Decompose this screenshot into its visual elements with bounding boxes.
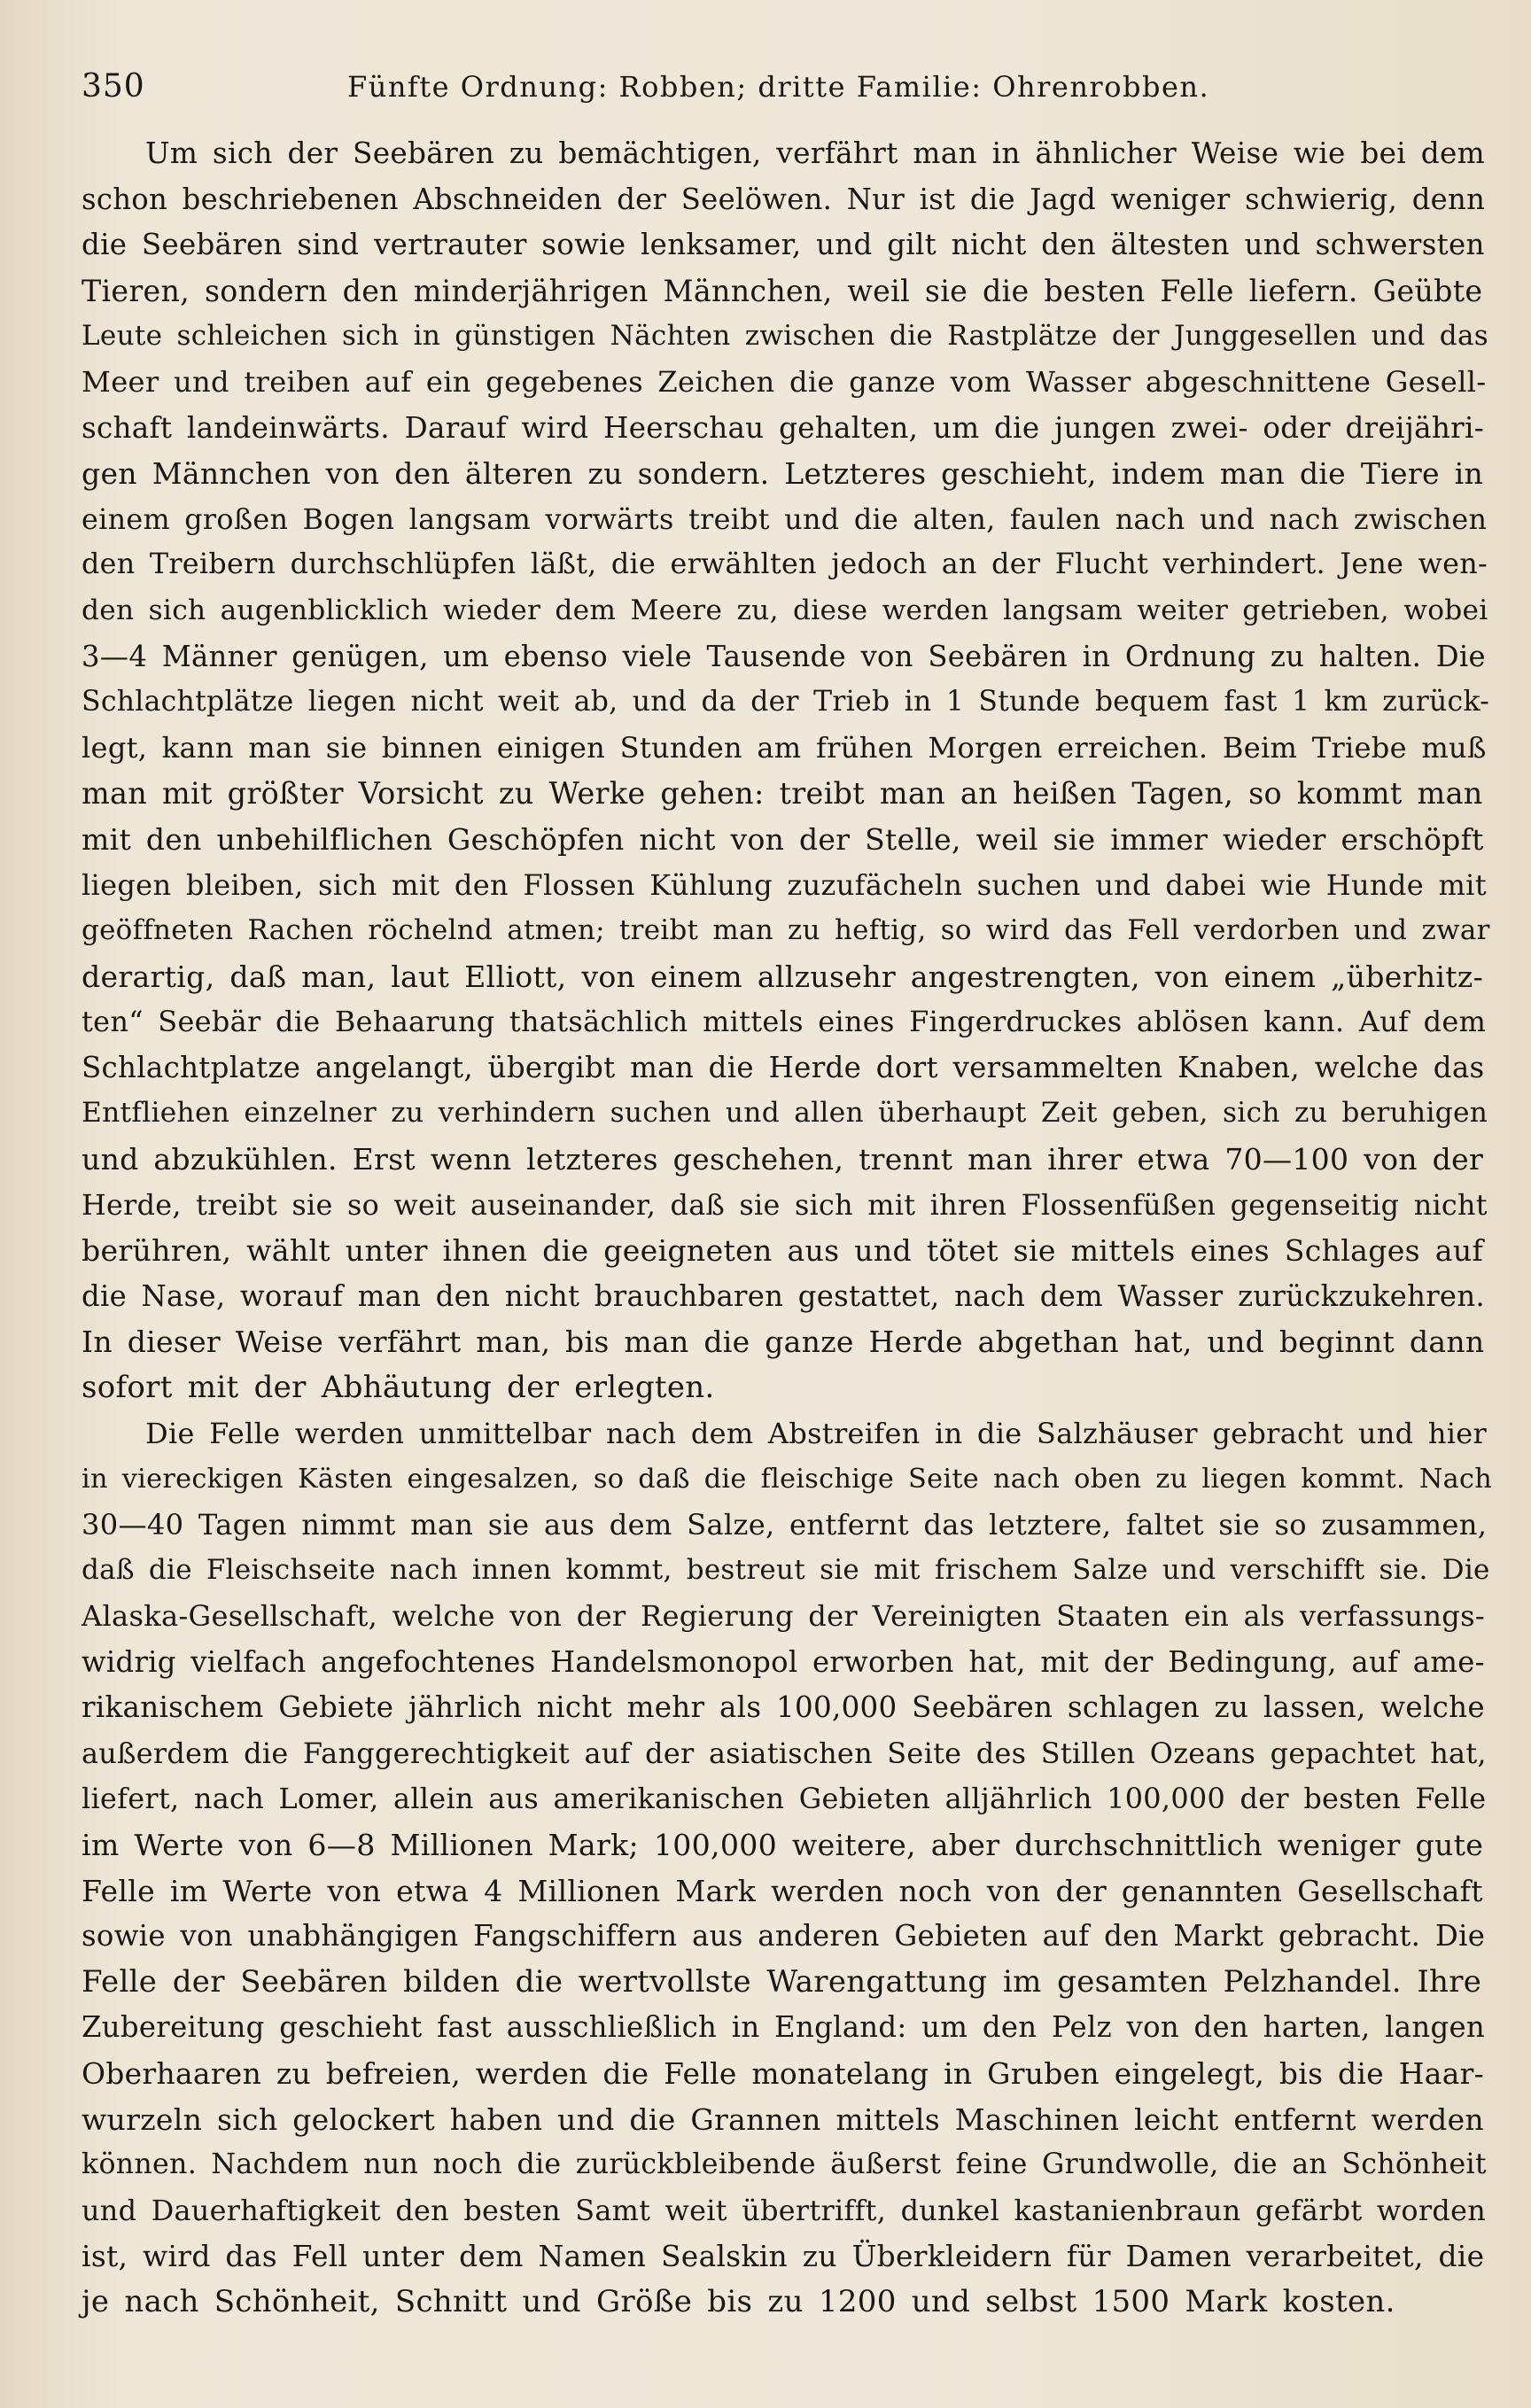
text-line: Zubereitung geschieht fast ausschließlich in England: um den Pelz von den harten, langen [82,2010,1485,2045]
text-line: widrig vielfach angefochtenes Handelsmonopol erworben hat, mit der Bedingung, auf ame- [82,1644,1485,1679]
text-line: die Seebären sind vertrauter sowie lenksamer, und gilt nicht den ältesten und schwersten [82,228,1485,262]
text-line: Alaska-Gesellschaft, welche von der Regierung der Vereinigten Staaten ein als verfassungs- [82,1599,1486,1633]
text-line: Leute schleichen sich in günstigen Nächten zwischen die Rastplätze der Junggesellen und das [82,320,1489,353]
text-line: Felle im Werte von etwa 4 Millionen Mark werden noch von der genannten Gesellschaft [82,1873,1483,1908]
text-line: legt, kann man sie binnen einigen Stunden am frühen Morgen erreichen. Beim Triebe muß [82,730,1487,765]
page-header [82,60,1464,113]
text-line: liegen bleiben, sich mit den Flossen Kühlung zuzufächeln suchen und dabei wie Hunde mit [82,867,1487,902]
text-line: außerdem die Fanggerechtigkeit auf der asiatischen Seite des Stillen Ozeans gepachtet hat, [82,1736,1487,1770]
text-line: 3—4 Männer genügen, um ebenso viele Tausende von Seebären in Ordnung zu halten. Die [82,639,1486,673]
text-line: rikanischem Gebiete jährlich nicht mehr als 100,000 Seebären schlagen zu lassen, welche [82,1690,1485,1725]
text-line: schaft landeinwärts. Darauf wird Heerschau gehalten, um die jungen zwei- oder dreijähri- [82,410,1484,445]
text-line: Herde, treibt sie so weit auseinander, daß sie sich mit ihren Flossenfüßen gegenseitig nicht [82,1188,1488,1222]
text-line: ist, wird das Fell unter dem Namen Sealskin zu Überkleidern für Damen verarbeitet, die [82,2239,1485,2274]
text-line: daß die Fleischseite nach innen kommt, bestreut sie mit frischem Salze und verschifft sie. Die [82,1554,1490,1587]
text-line: Meer und treiben auf ein gegebenes Zeichen die ganze vom Wasser abgeschnittene Gesell- [82,364,1487,399]
text-line: Schlachtplätze liegen nicht weit ab, und da der Trieb in 1 Stunde bequem fast 1 km zurück- [82,686,1490,719]
page-number: 350 [82,68,145,105]
text-line: den sich augenblicklich wieder dem Meere zu, diese werden langsam weiter getrieben, wobei [82,594,1488,626]
text-line: Die Felle werden unmittelbar nach dem Abstreifen in die Salzhäuser gebracht und hier [145,1416,1488,1450]
text-line: man mit größter Vorsicht zu Werke gehen: treibt man an heißen Tagen, so kommt man [82,776,1483,812]
text-line: liefert, nach Lomer, allein aus amerikanischen Gebieten alljährlich 100,000 der besten Felle [82,1782,1487,1816]
text-line: derartig, daß man, laut Elliott, von einem allzusehr angestrengten, von einem „überhitz- [82,959,1484,994]
text-line: Felle der Seebären bilden die wertvollste Warengattung im gesamten Pelzhandel. Ihre [82,1963,1482,2000]
text-line: mit den unbehilflichen Geschöpfen nicht von der Stelle, weil sie immer wieder erschöpft [82,821,1484,857]
text-line: und Dauerhaftigkeit den besten Samt weit übertrifft, dunkel kastanienbraun gefärbt worden [82,2193,1487,2227]
text-line: Entfliehen einzelner zu verhindern suchen und allen überhaupt Zeit geben, sich zu beruhigen [82,1097,1488,1130]
text-line: In dieser Weise verfährt man, bis man die ganze Herde abgethan hat, und beginnt dann [82,1324,1485,1360]
text-line: Oberhaaren zu befreien, werden die Felle monatelang in Gruben eingelegt, bis die Haar- [82,2055,1485,2091]
text-line: 30—40 Tagen nimmt man sie aus dem Salze, entfernt das letztere, faltet sie so zusammen, [82,1507,1488,1542]
text-line: berühren, wählt unter ihnen die geeigneten aus und tötet sie mittels eines Schlages auf [82,1233,1484,1269]
text-line: gen Männchen von den älteren zu sondern. Letzteres geschieht, indem man die Tiere in [82,456,1484,492]
text-line: Um sich der Seebären zu bemächtigen, verfährt man in ähnlicher Weise wie bei dem [145,136,1485,170]
text-line: schon beschriebenen Abschneiden der Seelöwen. Nur ist die Jagd weniger schwierig, denn [82,182,1486,216]
text-line: Schlachtplatze angelangt, übergibt man die Herde dort versammelten Knaben, welche das [82,1050,1485,1084]
running-head: Fünfte Ordnung: Robben; dritte Familie: Ohrenrobben. [347,70,1210,104]
text-line: wurzeln sich gelockert haben und die Grannen mittels Maschinen leicht entfernt werden [82,2101,1484,2137]
body-text [82,131,1493,2326]
text-line: den Treibern durchschlüpfen läßt, die erwählten jedoch an der Flucht verhindert. Jene wen- [82,548,1488,581]
text-line: können. Nachdem nun noch die zurückbleibende äußerst feine Grundwolle, die an Schönheit [82,2148,1487,2181]
text-line: sofort mit der Abhäutung der erlegten. [82,1370,715,1406]
text-line: in viereckigen Kästen eingesalzen, so daß die fleischige Seite nach oben zu liegen kommt. Nach [82,1464,1493,1495]
paragraph [82,1411,1493,2326]
text-line: die Nase, worauf man den nicht brauchbaren gestattet, nach dem Wasser zurückzukehren. [82,1278,1485,1313]
text-line: einem großen Bogen langsam vorwärts treibt und die alten, faulen nach und nach zwischen [82,502,1488,536]
text-line: geöffneten Rachen röchelnd atmen; treibt man zu heftig, so wird das Fell verdorben und zwar [82,914,1490,947]
text-line: je nach Schönheit, Schnitt und Größe bis zu 1200 und selbst 1500 Mark kosten. [82,2283,1395,2319]
text-line: und abzukühlen. Erst wenn letzteres geschehen, trennt man ihrer etwa 70—100 von der [82,1142,1484,1177]
text-line: im Werte von 6—8 Millionen Mark; 100,000 weitere, aber durchschnittlich weniger gute [82,1827,1484,1862]
paragraph [82,131,1490,1411]
text-line: ten“ Seebär die Behaarung thatsächlich mittels eines Fingerdruckes ablösen kann. Auf dem [82,1005,1487,1039]
text-line: Tieren, sondern den minderjährigen Männchen, weil sie die besten Felle liefern. Geübte [82,273,1483,308]
text-line: sowie von unabhängigen Fangschiffern aus anderen Gebieten auf den Markt gebracht. Die [82,1919,1486,1954]
